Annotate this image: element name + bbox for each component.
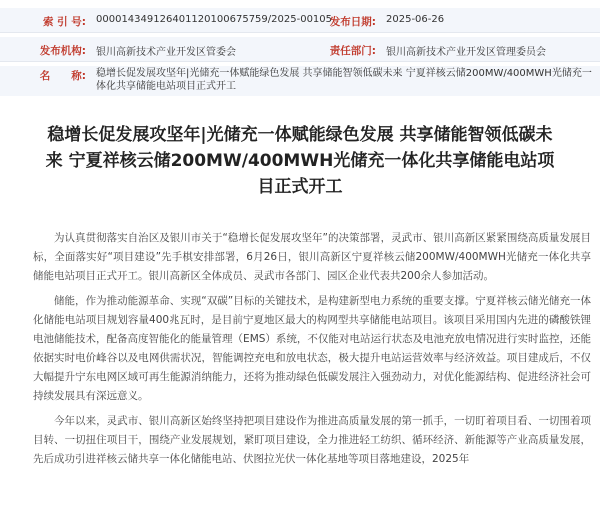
article-paragraph-2: 储能，作为推动能源革命、实现“双碳”目标的关键技术，是构建新型电力系统的重要支撑。宁夏祥核云储光储充一体化储能电站项目规划容量400兆瓦时，是目前宁夏地区最大的构网型共享储能电站项目。该项目采用国内先进的磷酸铁锂电池储能技术，配备高度智能化的能量管理（EMS）系统，不仅能对电站运行状态及电池充放电情况进行实时监控，还能依据实时电价峰谷以及电网供需状况，智能调控充电和放电状态，极大提升电站运营效率与经济效益。项目建成后，不仅大幅提升宁东电网区域可再生能源消纳能力，还将为推动绿色低碳发展注入强劲动力，对优化能源结构、促进经济社会可持续发展具有深远意义。 <box>33 295 591 402</box>
publisher-label: 发布机构: <box>39 45 86 57</box>
index-number-label: 索 引 号: <box>42 16 86 28</box>
doc-name-label: 名 称: <box>39 70 86 82</box>
responsible-dept-value: 银川高新技术产业开发区管理委员会 <box>386 47 546 58</box>
publish-date-label: 发布日期: <box>329 16 376 28</box>
responsible-dept-label: 责任部门: <box>329 45 376 57</box>
article-body <box>33 229 591 475</box>
article-title: 稳增长促发展攻坚年|光储充一体赋能绿色发展 共享储能智领低碳未来 宁夏祥核云储200MW/400MWH光储充一体化共享储能电站项目正式开工 <box>45 125 555 197</box>
doc-name-value: 稳增长促发展攻坚年|光储充一体赋能绿色发展 共享储能智领低碳未来 宁夏祥核云储200MW/400MWH光储充一体化共享储能电站项目正式开工 <box>96 68 592 92</box>
publisher-value: 银川高新技术产业开发区管委会 <box>96 47 236 58</box>
article-paragraph-1: 为认真贯彻落实自治区及银川市关于“稳增长促发展攻坚年”的决策部署，灵武市、银川高新区紧紧围绕高质量发展目标，全面落实好“项目建设”先手棋安排部署，6月26日，银川高新区宁夏祥核云储200MW/400MWH光储充一体化共享储能电站项目正式开工。银川高新区全体成员、灵武市各部门、园区企业代表共200余人参加活动。 <box>33 232 591 282</box>
publish-date-value: 2025-06-26 <box>386 14 445 25</box>
index-number-value: 000014349126401120100675759/2025-00105 <box>96 14 333 25</box>
article-paragraph-3: 今年以来，灵武市、银川高新区始终坚持把项目建设作为推进高质量发展的第一抓手，一切盯着项目看、一切围着项目转、一切扭住项目干，围绕产业发展规划，紧盯项目建设，全力推进轻工纺织、循环经济、新能源等产业高质量发展，先后成功引进祥核云储共享一体化储能电站、伏图拉光伏一体化基地等项目落地建设，2025年 <box>33 415 591 465</box>
